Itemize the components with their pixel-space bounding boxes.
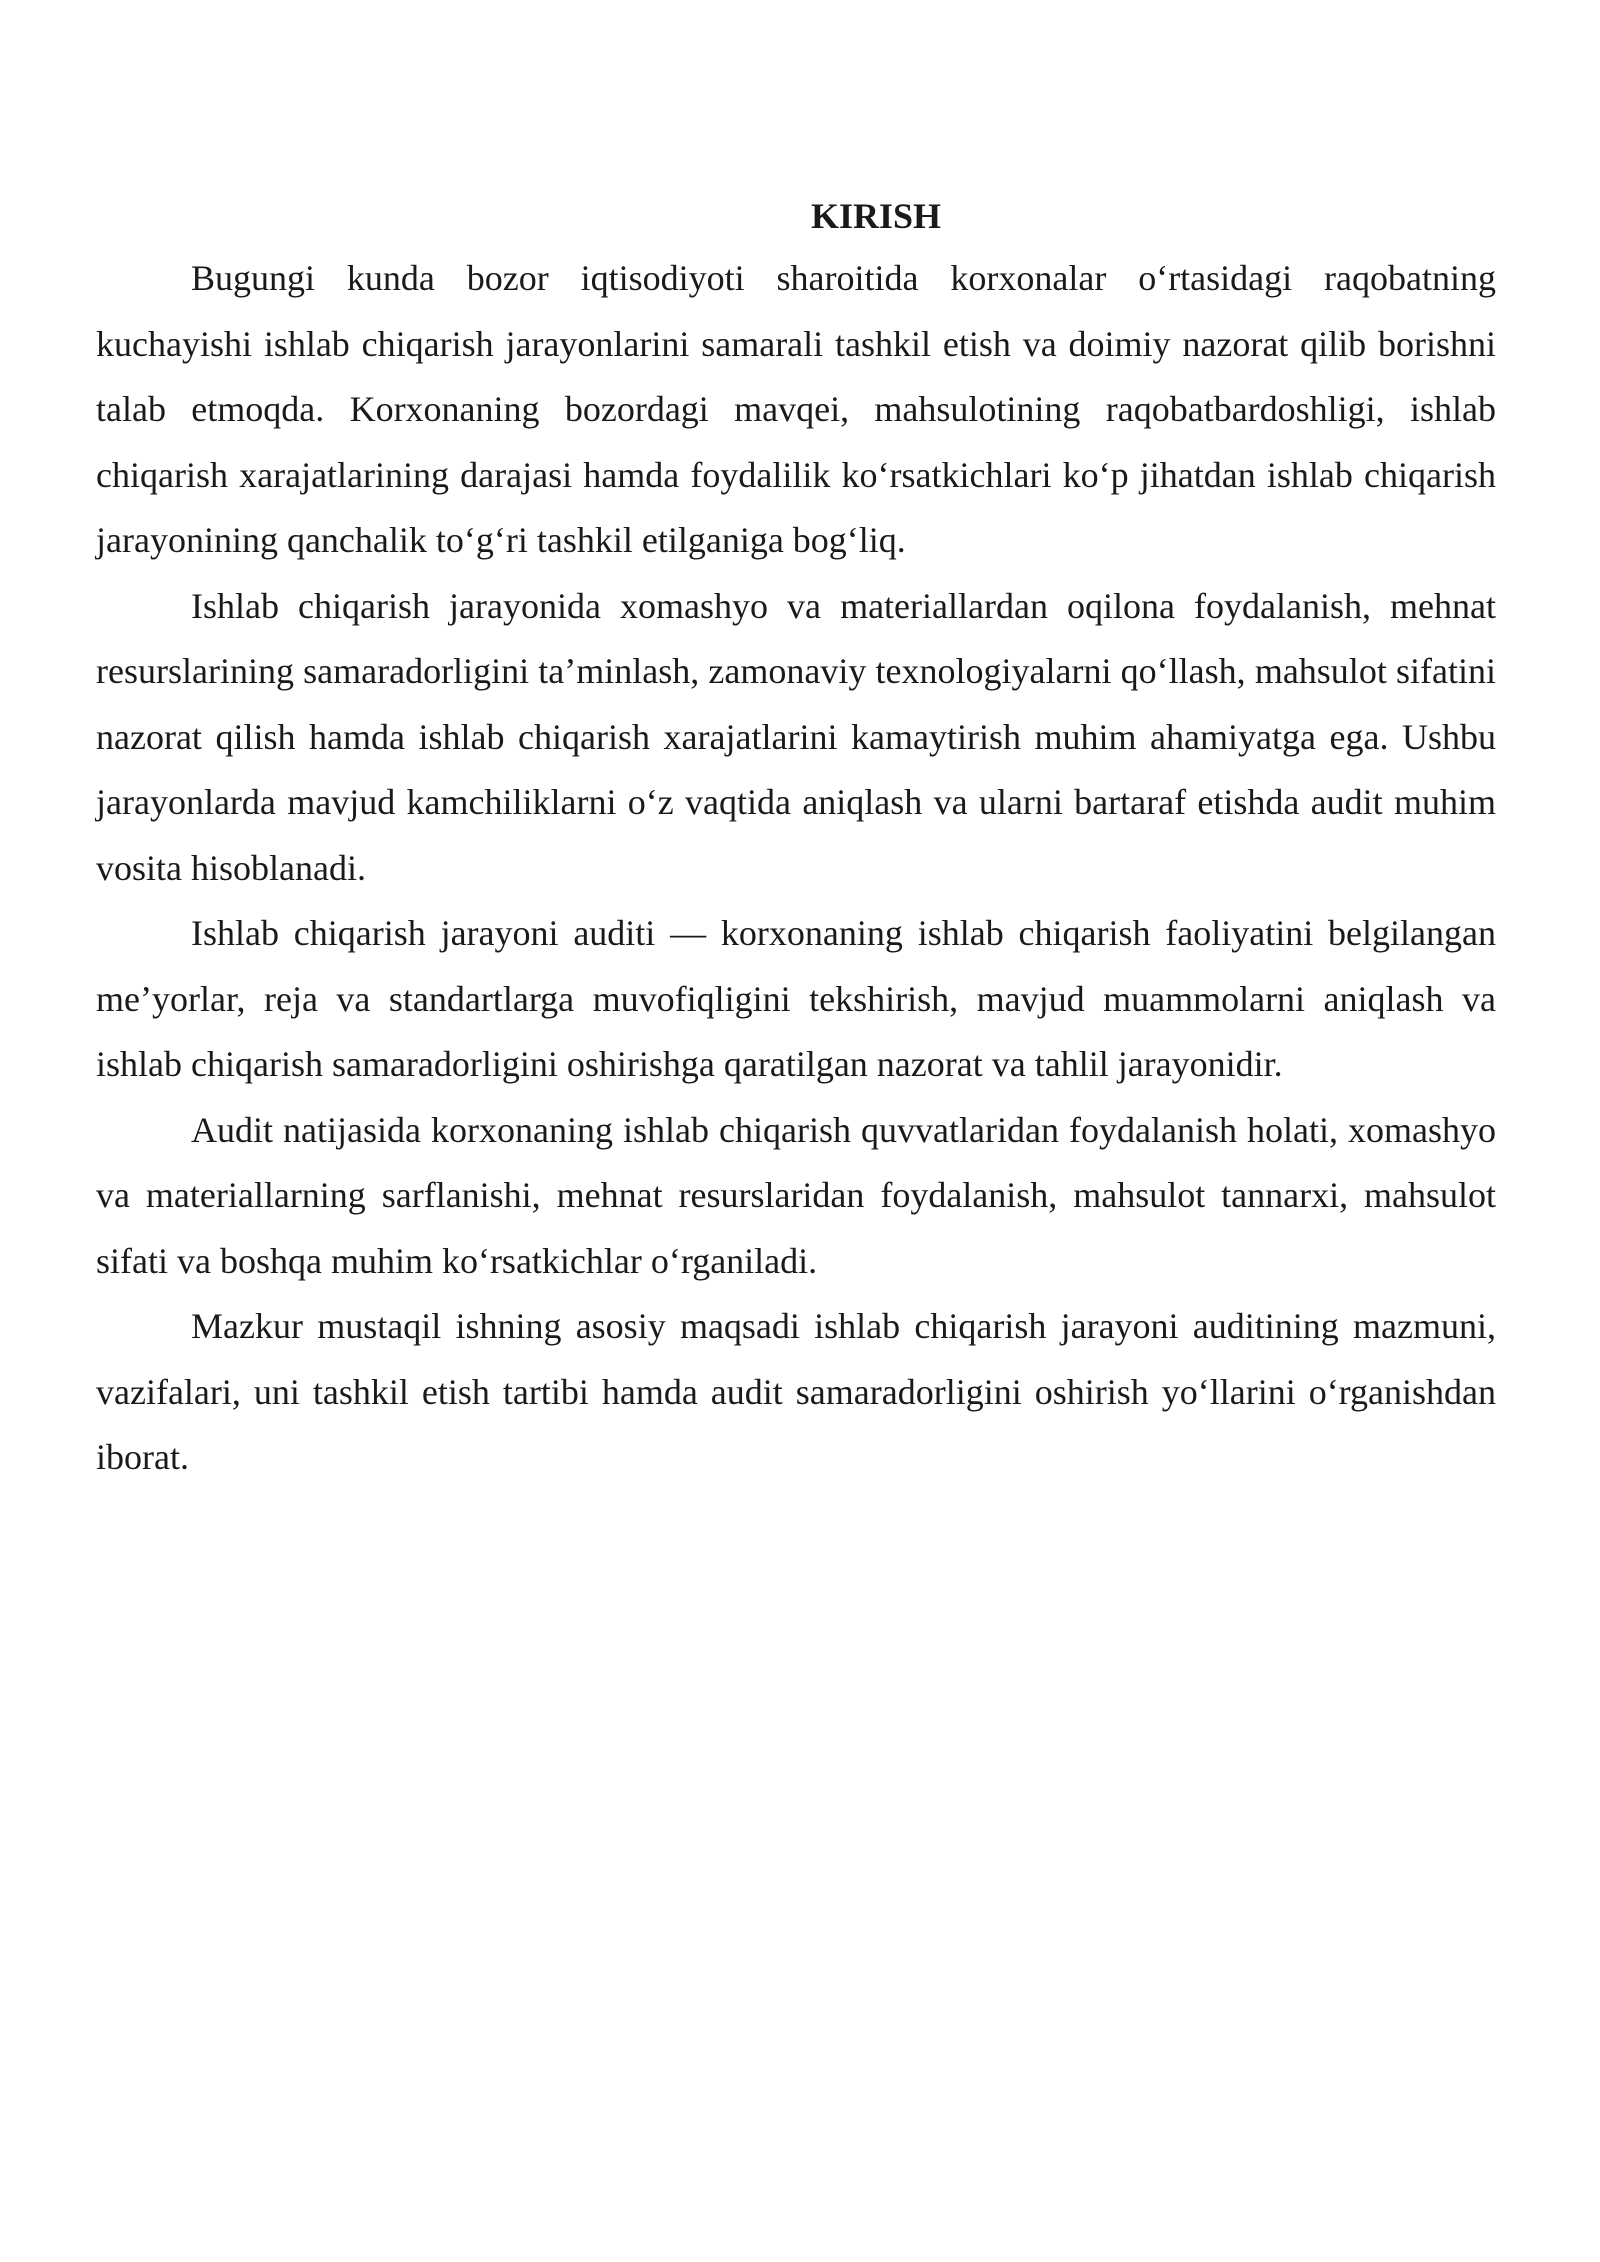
paragraph-4: Audit natijasida korxonaning ishlab chiqarish quvvatlaridan foydalanish holati, xomashyo va materiallarning sarflanishi, mehnat resurslaridan foydalanish, mahsulot tannarxi, mahsulot sifati va boshqa muhim koʻrsatkichlar oʻrganiladi. xyxy=(96,1109,1496,1281)
paragraph-5: Mazkur mustaqil ishning asosiy maqsadi ishlab chiqarish jarayoni auditining mazmuni, vazifalari, uni tashkil etish tartibi hamda audit samaradorligini oshirish yoʻllarini oʻrganishdan iborat. xyxy=(96,1306,1496,1477)
paragraph-1: Bugungi kunda bozor iqtisodiyoti sharoitida korxonalar oʻrtasidagi raqobatning kuchayishi ishlab chiqarish jarayonlarini samarali tashkil etish va doimiy nazorat qilib borishni talab etmoqda. Korxonaning bozordagi mavqei, mahsulotining raqobatbardoshligi, ishlab chiqarish xarajatlarining darajasi hamda foydalilik koʻrsatkichlari koʻp jihatdan ishlab chiqarish jarayonining qanchalik toʻgʻri tashkil etilganiga bogʻliq. xyxy=(96,258,1496,560)
paragraph-2: Ishlab chiqarish jarayonida xomashyo va materiallardan oqilona foydalanish, mehnat resurslarining samaradorligini taʼminlash, zamonaviy texnologiyalarni qoʻllash, mahsulot sifatini nazorat qilish hamda ishlab chiqarish xarajatlarini kamaytirish muhim ahamiyatga ega. Ushbu jarayonlarda mavjud kamchiliklarni oʻz vaqtida aniqlash va ularni bartaraf etishda audit muhim vosita hisoblanadi. xyxy=(96,585,1496,888)
section-title: KIRISH xyxy=(810,196,942,236)
document-body xyxy=(96,186,1496,1491)
paragraph-3: Ishlab chiqarish jarayoni auditi — korxonaning ishlab chiqarish faoliyatini belgilangan meʼyorlar, reja va standartlarga muvofiqligini tekshirish, mavjud muammolarni aniqlash va ishlab chiqarish samaradorligini oshirishga qaratilgan nazorat va tahlil jarayonidir. xyxy=(96,913,1496,1084)
